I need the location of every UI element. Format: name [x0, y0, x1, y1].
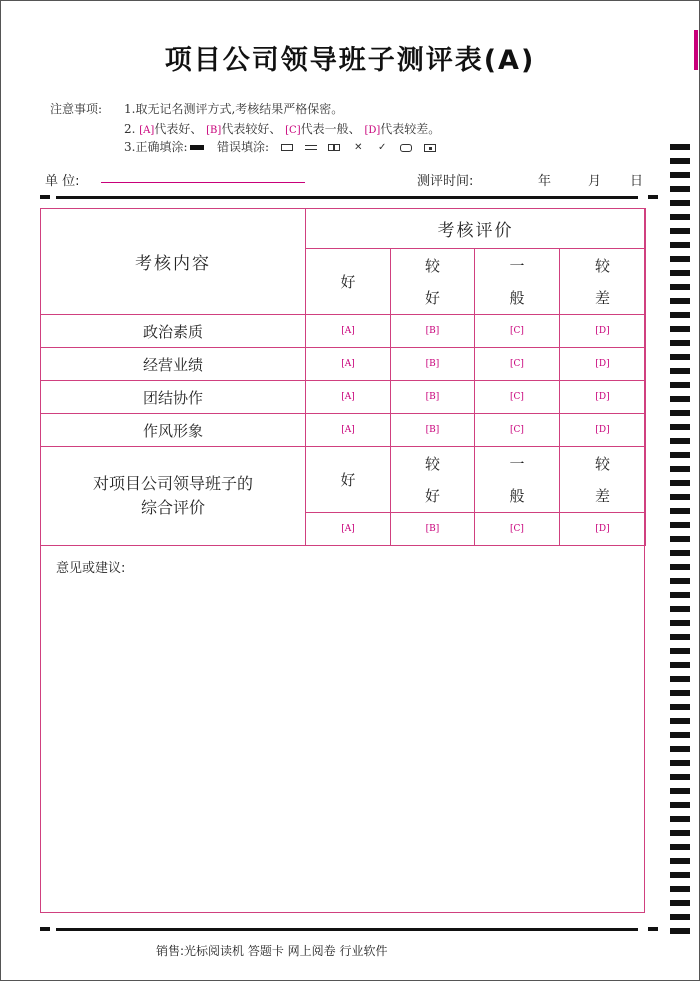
year-label: 年 [538, 174, 552, 189]
timing-mark [670, 676, 690, 682]
timing-mark [670, 550, 690, 556]
timing-mark [670, 508, 690, 514]
mark-c[interactable]: [C] [475, 414, 560, 447]
page-title: 项目公司领导班子测评表(A) [164, 45, 536, 76]
mark-b[interactable]: [B] [391, 414, 475, 447]
note-2-prefix: 2. [124, 122, 136, 136]
wrong-fill-examples [277, 140, 440, 154]
timing-mark [670, 438, 690, 444]
mark-a[interactable]: [A] [306, 381, 391, 414]
timing-mark [670, 718, 690, 724]
grade-fairly-good: 较 好 [391, 249, 475, 315]
timing-mark [670, 284, 690, 290]
wrong-fill-circle-icon [400, 144, 412, 152]
table-row [41, 348, 646, 381]
bottom-rule [56, 928, 638, 931]
table-row [41, 381, 646, 414]
mark-d[interactable]: [D] [560, 315, 646, 348]
top-rule-end [648, 195, 658, 199]
option-a-marker: [A] [139, 125, 155, 136]
note-line-3 [124, 138, 440, 155]
unit-input-line[interactable] [101, 182, 305, 183]
timing-mark [670, 620, 690, 626]
timing-mark [670, 858, 690, 864]
timing-mark [670, 788, 690, 794]
timing-mark [670, 536, 690, 542]
timing-mark [670, 144, 690, 150]
timing-mark [670, 872, 690, 878]
timing-mark [670, 914, 690, 920]
timing-mark [670, 606, 690, 612]
summary-grade-fairly-good: 较 好 [391, 447, 475, 513]
summary-mark-a[interactable]: [A] [306, 513, 391, 546]
content-header: 考核内容 [41, 209, 306, 315]
summary-grade-average: 一 般 [475, 447, 560, 513]
evaluation-header: 考核评价 [306, 209, 646, 249]
timing-mark [670, 228, 690, 234]
timing-mark [670, 704, 690, 710]
summary-grade-good: 好 [306, 447, 391, 513]
timing-mark [670, 340, 690, 346]
timing-mark [670, 480, 690, 486]
timing-mark [670, 382, 690, 388]
summary-mark-d[interactable]: [D] [560, 513, 646, 546]
timing-mark [670, 256, 690, 262]
timing-mark [670, 578, 690, 584]
mark-c[interactable]: [C] [475, 315, 560, 348]
timing-mark [670, 410, 690, 416]
note-line-2 [124, 120, 440, 137]
wrong-fill-bar-icon [328, 144, 340, 151]
mark-d[interactable]: [D] [560, 381, 646, 414]
timing-mark [670, 326, 690, 332]
item-label: 作风形象 [41, 414, 306, 447]
summary-mark-c[interactable]: [C] [475, 513, 560, 546]
mark-b[interactable]: [B] [391, 315, 475, 348]
timing-mark [670, 466, 690, 472]
timing-mark [670, 900, 690, 906]
timing-mark [670, 298, 690, 304]
mark-d[interactable]: [D] [560, 414, 646, 447]
timing-mark [670, 844, 690, 850]
grade-average: 一 般 [475, 249, 560, 315]
footer-text: 销售:光标阅读机 答题卡 网上阅卷 行业软件 [156, 944, 388, 958]
timing-mark [670, 396, 690, 402]
timing-mark [670, 270, 690, 276]
mark-a[interactable]: [A] [306, 414, 391, 447]
mark-b[interactable]: [B] [391, 348, 475, 381]
timing-mark [670, 214, 690, 220]
wrong-fill-dot-icon [424, 144, 436, 152]
timing-mark [670, 634, 690, 640]
top-rule-start [40, 195, 50, 199]
option-c-marker: [C] [285, 125, 301, 136]
timing-mark [670, 452, 690, 458]
option-a-text: 代表好、 [154, 122, 203, 136]
mark-a[interactable]: [A] [306, 348, 391, 381]
wrong-fill-lines-icon [305, 145, 317, 150]
opinion-label: 意见或建议: [56, 561, 126, 576]
timing-mark [670, 592, 690, 598]
note-line-1: 1.取无记名测评方式,考核结果严格保密。 [124, 102, 344, 116]
timing-mark [670, 928, 690, 934]
mark-b[interactable]: [B] [391, 381, 475, 414]
table-row [41, 414, 646, 447]
day-label: 日 [630, 174, 644, 189]
option-d-text: 代表较差。 [380, 122, 441, 136]
timing-mark [670, 494, 690, 500]
timing-mark [670, 662, 690, 668]
timing-mark [670, 564, 690, 570]
timing-mark [670, 774, 690, 780]
timing-mark [670, 732, 690, 738]
month-label: 月 [588, 174, 602, 189]
table-row [41, 315, 646, 348]
grade-good: 好 [306, 249, 391, 315]
timing-mark [670, 354, 690, 360]
mark-a[interactable]: [A] [306, 315, 391, 348]
option-b-marker: [B] [206, 125, 222, 136]
timing-mark [670, 186, 690, 192]
mark-c[interactable]: [C] [475, 348, 560, 381]
timing-mark [670, 886, 690, 892]
timing-mark [670, 242, 690, 248]
date-label: 测评时间: [417, 174, 474, 189]
summary-mark-b[interactable]: [B] [391, 513, 475, 546]
timing-mark [670, 830, 690, 836]
timing-mark [670, 816, 690, 822]
bottom-rule-end [648, 927, 658, 931]
top-rule [56, 196, 638, 199]
mark-d[interactable]: [D] [560, 348, 646, 381]
item-label: 团结协作 [41, 381, 306, 414]
timing-mark [670, 312, 690, 318]
unit-label: 单 位: [45, 174, 80, 189]
timing-mark [670, 760, 690, 766]
option-d-marker: [D] [364, 125, 381, 136]
option-b-text: 代表较好、 [221, 122, 282, 136]
timing-mark [670, 802, 690, 808]
evaluation-table [40, 208, 646, 546]
timing-mark [670, 200, 690, 206]
item-label: 政治素质 [41, 315, 306, 348]
wrong-fill-label: 错误填涂: [216, 140, 269, 154]
summary-label: 对项目公司领导班子的 综合评价 [41, 447, 306, 546]
timing-mark [670, 424, 690, 430]
correct-fill-icon [190, 145, 204, 150]
mark-c[interactable]: [C] [475, 381, 560, 414]
grade-poor: 较 差 [560, 249, 646, 315]
bottom-rule-start [40, 927, 50, 931]
timing-mark [670, 746, 690, 752]
option-c-text: 代表一般、 [300, 122, 361, 136]
timing-mark [670, 648, 690, 654]
wrong-fill-empty-icon [281, 144, 293, 151]
wrong-fill-check-icon: ✓ [377, 141, 387, 153]
timing-mark [670, 172, 690, 178]
timing-mark [670, 522, 690, 528]
wrong-fill-cross-icon: ✕ [354, 141, 363, 153]
summary-grade-poor: 较 差 [560, 447, 646, 513]
timing-mark [670, 690, 690, 696]
item-label: 经营业绩 [41, 348, 306, 381]
timing-mark [670, 158, 690, 164]
correct-fill-label: 3.正确填涂: [124, 140, 188, 154]
notes-label: 注意事项: [50, 102, 103, 116]
timing-mark [670, 368, 690, 374]
